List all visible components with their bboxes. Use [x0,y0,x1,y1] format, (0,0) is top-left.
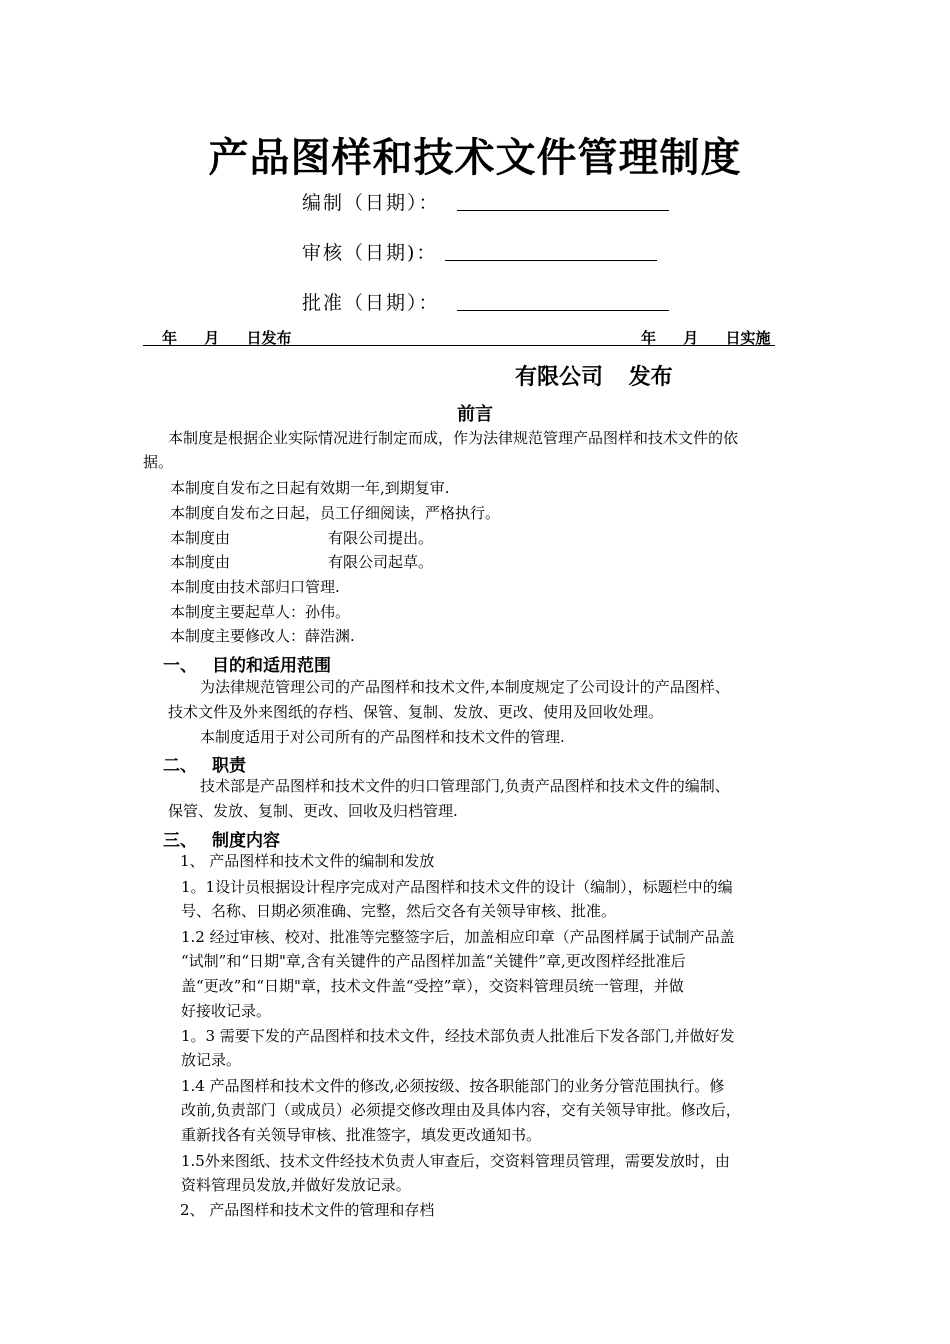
section-2-title: 职责 [212,756,246,776]
item-1-1-line-1: 1。1设计员根据设计程序完成对产品图样和技术文件的设计（编制），标题栏中的编 [181,878,733,896]
item-1-1-line-2: 号、名称、日期必须准确、完整，然后交各有关领导审核、批准。 [181,902,617,920]
item-1-5-line-1: 1.5外来图纸、技术文件经技术负责人审查后，交资料管理员管理，需要发放时，由 [181,1152,730,1170]
section-2-number: 二、 [163,756,197,776]
foreword-paragraph-3: 本制度自发布之日起，员工仔细阅读，严格执行。 [170,504,501,522]
foreword-paragraph-6: 本制度由技术部归口管理. [170,578,340,596]
section-3-number: 三、 [163,831,197,851]
foreword-heading: 前言 [457,404,493,425]
section-2-line-1: 技术部是产品图样和技术文件的归口管理部门,负责产品图样和技术文件的编制、 [200,777,730,795]
document-title: 产品图样和技术文件管理制度 [208,135,742,181]
item-1-2-line-4: 好接收记录。 [181,1002,272,1020]
review-signature-line [445,260,657,261]
approve-signature-line [457,310,669,311]
section-1-line-2: 技术文件及外来图纸的存档、保管、复制、发放、更改、使用及回收处理。 [168,703,664,721]
section-1-number: 一、 [163,656,197,676]
foreword-paragraph-1-line-2: 据。 [143,453,174,471]
section-1-line-1: 为法律规范管理公司的产品图样和技术文件,本制度规定了公司设计的产品图样、 [200,678,730,696]
foreword-paragraph-1-line-1: 本制度是根据企业实际情况进行制定而成，作为法律规范管理产品图样和技术文件的依 [168,429,739,447]
publisher-company: 有限公司 发布 [515,365,673,390]
section-3-subheading-2: 2、 产品图样和技术文件的管理和存档 [180,1201,435,1219]
foreword-paragraph-4-a: 本制度由 [170,529,231,547]
foreword-paragraph-7: 本制度主要起草人：孙伟。 [170,603,351,621]
publish-date: 年 月 日发布 [162,329,292,347]
review-date-label: 审核（日期)： [302,242,438,264]
section-2-line-2: 保管、发放、复制、更改、回收及归档管理. [168,802,458,820]
compile-signature-line [457,210,669,211]
item-1-2-line-2: “试制”和“日期"章,含有关键件的产品图样加盖“关键件”章,更改图样经批准后 [181,952,686,970]
item-1-3-line-1: 1。3 需要下发的产品图样和技术文件，经技术部负责人批准后下发各部门,并做好发 [181,1027,735,1045]
foreword-paragraph-4-b: 有限公司提出。 [328,529,434,547]
item-1-2-line-1: 1.2 经过审核、校对、批准等完整签字后，加盖相应印章（产品图样属于试制产品盖 [181,928,735,946]
section-1-title: 目的和适用范围 [212,656,331,676]
item-1-3-line-2: 放记录。 [181,1051,242,1069]
foreword-paragraph-8: 本制度主要修改人：薛浩渊. [170,627,355,645]
section-3-subheading-1: 1、 产品图样和技术文件的编制和发放 [180,852,435,870]
section-1-line-3: 本制度适用于对公司所有的产品图样和技术文件的管理. [200,728,565,746]
implement-date: 年 月 日实施 [641,329,771,347]
approve-date-label: 批准（日期）： [302,292,440,314]
foreword-paragraph-5-a: 本制度由 [170,553,231,571]
item-1-5-line-2: 资料管理员发放,并做好发放记录。 [181,1176,411,1194]
foreword-paragraph-2: 本制度自发布之日起有效期一年,到期复审. [170,479,450,497]
item-1-4-line-2: 改前,负责部门（或成员）必须提交修改理由及具体内容，交有关领导审批。修改后， [181,1101,741,1119]
foreword-paragraph-5-b: 有限公司起草。 [328,553,434,571]
section-3-title: 制度内容 [212,831,280,851]
item-1-4-line-3: 重新找各有关领导审核、批准签字，填发更改通知书。 [181,1126,542,1144]
item-1-2-line-3: 盖“更改”和“日期"章，技术文件盖“受控”章），交资料管理员统一管理，并做 [181,977,684,995]
compile-date-label: 编制（日期）： [302,192,440,214]
date-divider-line [143,345,775,346]
item-1-4-line-1: 1.4 产品图样和技术文件的修改,必须按级、按各职能部门的业务分管范围执行。修 [181,1077,725,1095]
